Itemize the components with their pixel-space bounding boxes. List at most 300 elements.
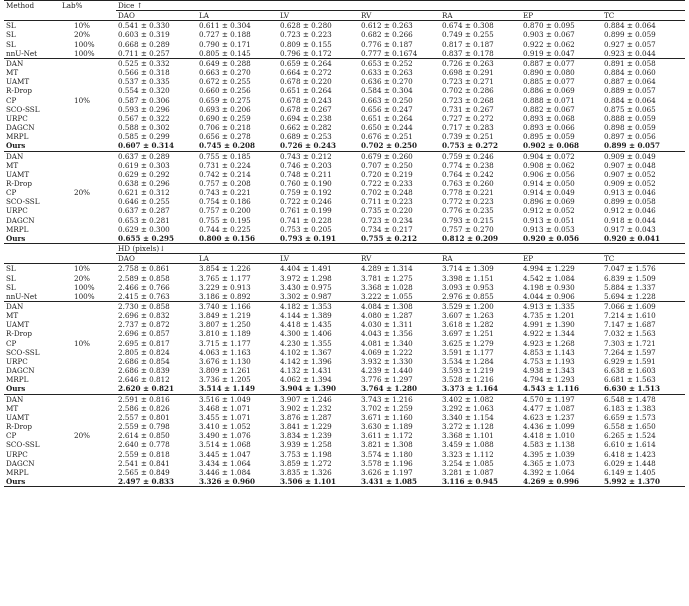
method-cell: URPC bbox=[6, 113, 28, 123]
value-cell: 3.932 ± 1.330 bbox=[361, 356, 413, 366]
value-cell: 0.636 ± 0.270 bbox=[361, 77, 413, 87]
value-cell: 3.630 ± 1.189 bbox=[361, 422, 413, 432]
table-row bbox=[4, 179, 685, 188]
value-cell: 0.893 ± 0.066 bbox=[523, 123, 575, 133]
value-cell: 3.578 ± 1.196 bbox=[361, 458, 413, 468]
table-row bbox=[4, 114, 685, 123]
value-cell: 4.030 ± 1.311 bbox=[361, 320, 413, 330]
table-row bbox=[4, 141, 685, 151]
value-cell: 2.565 ± 0.849 bbox=[118, 467, 170, 477]
value-cell: 7.264 ± 1.597 bbox=[604, 347, 656, 357]
value-cell: 3.714 ± 1.309 bbox=[442, 264, 494, 274]
value-cell: 3.671 ± 1.160 bbox=[361, 412, 413, 422]
metric-title: HD (pixels)↓ bbox=[116, 244, 685, 254]
lab-cell bbox=[60, 161, 116, 170]
column-header-ep: EP bbox=[521, 11, 602, 21]
value-cell: 3.186 ± 0.892 bbox=[199, 291, 251, 301]
value-cell: 2.559 ± 0.818 bbox=[118, 449, 170, 459]
value-cell: 0.918 ± 0.044 bbox=[604, 215, 656, 225]
lab-cell bbox=[60, 141, 116, 151]
value-cell: 0.651 ± 0.264 bbox=[280, 86, 332, 96]
value-cell: 4.102 ± 1.367 bbox=[280, 347, 332, 357]
value-cell: 3.702 ± 1.259 bbox=[361, 403, 413, 413]
value-cell: 0.891 ± 0.058 bbox=[602, 58, 685, 68]
value-cell: 0.774 ± 0.238 bbox=[442, 160, 494, 170]
value-cell: 0.629 ± 0.292 bbox=[118, 169, 170, 179]
method-cell: nnU-Net bbox=[6, 48, 38, 58]
method-cell: R-Drop bbox=[6, 178, 32, 188]
table-row bbox=[4, 216, 685, 225]
value-cell: 0.633 ± 0.263 bbox=[361, 68, 413, 78]
table-row bbox=[4, 105, 685, 114]
value-cell: 0.707 ± 0.250 bbox=[361, 160, 413, 170]
value-cell: 0.663 ± 0.270 bbox=[199, 68, 251, 78]
value-cell: 4.198 ± 0.930 bbox=[523, 282, 575, 292]
value-cell: 2.696 ± 0.857 bbox=[118, 329, 170, 339]
value-cell: 0.919 ± 0.047 bbox=[523, 48, 575, 58]
value-cell: 2.695 ± 0.817 bbox=[118, 338, 170, 348]
value-cell: 0.678 ± 0.267 bbox=[280, 104, 332, 114]
value-cell: 3.972 ± 1.298 bbox=[280, 273, 332, 283]
value-cell: 0.755 ± 0.195 bbox=[199, 215, 251, 225]
value-cell: 0.908 ± 0.062 bbox=[523, 160, 575, 170]
value-cell: 3.625 ± 1.279 bbox=[442, 338, 494, 348]
value-cell: 0.914 ± 0.050 bbox=[523, 178, 575, 188]
value-cell: 0.882 ± 0.067 bbox=[523, 104, 575, 114]
value-cell: 0.913 ± 0.053 bbox=[523, 224, 575, 234]
column-header-method bbox=[4, 244, 60, 254]
value-cell: 6.029 ± 1.448 bbox=[604, 458, 656, 468]
value-cell: 6.839 ± 1.509 bbox=[604, 273, 656, 283]
value-cell: 4.044 ± 0.906 bbox=[523, 291, 575, 301]
value-cell: 3.841 ± 1.229 bbox=[280, 422, 332, 432]
value-cell: 3.902 ± 1.232 bbox=[280, 403, 332, 413]
lab-cell bbox=[60, 151, 116, 161]
value-cell: 0.809 ± 0.155 bbox=[280, 39, 332, 49]
value-cell: 2.976 ± 0.855 bbox=[442, 291, 494, 301]
table-row bbox=[4, 320, 685, 329]
value-cell: 7.214 ± 1.610 bbox=[604, 311, 656, 321]
value-cell: 0.755 ± 0.212 bbox=[361, 233, 418, 243]
table-row bbox=[4, 384, 685, 394]
value-cell: 0.743 ± 0.221 bbox=[199, 188, 251, 198]
value-cell: 0.651 ± 0.264 bbox=[361, 113, 413, 123]
value-cell: 0.587 ± 0.306 bbox=[118, 95, 170, 105]
table-row bbox=[4, 30, 685, 39]
table-row bbox=[4, 161, 685, 170]
lab-cell bbox=[60, 459, 116, 468]
table-row bbox=[4, 348, 685, 357]
value-cell: 0.870 ± 0.095 bbox=[523, 21, 575, 31]
value-cell: 7.147 ± 1.687 bbox=[604, 320, 656, 330]
value-cell: 3.431 ± 1.085 bbox=[359, 477, 440, 487]
value-cell: 2.737 ± 0.872 bbox=[118, 320, 170, 330]
value-cell: 2.696 ± 0.832 bbox=[118, 311, 170, 321]
value-cell: 0.734 ± 0.217 bbox=[361, 224, 413, 234]
method-cell: SCO-SSL bbox=[6, 197, 40, 207]
value-cell: 3.229 ± 0.913 bbox=[199, 282, 251, 292]
lab-cell bbox=[60, 216, 116, 225]
value-cell: 0.702 ± 0.250 bbox=[361, 141, 418, 151]
table-row bbox=[4, 170, 685, 179]
value-cell: 3.574 ± 1.180 bbox=[361, 449, 413, 459]
method-cell: Ours bbox=[4, 477, 60, 487]
value-cell: 0.753 ± 0.205 bbox=[280, 224, 332, 234]
table-row bbox=[4, 292, 685, 302]
value-cell: 0.731 ± 0.224 bbox=[199, 160, 251, 170]
lab-cell: 20% bbox=[74, 273, 90, 283]
table-row bbox=[4, 225, 685, 234]
value-cell: 3.809 ± 1.261 bbox=[199, 366, 251, 376]
value-cell: 0.898 ± 0.059 bbox=[604, 123, 656, 133]
value-cell: 0.723 ± 0.234 bbox=[361, 215, 413, 225]
value-cell: 4.418 ± 1.010 bbox=[523, 431, 575, 441]
value-cell: 0.913 ± 0.051 bbox=[523, 215, 575, 225]
lab-cell bbox=[60, 366, 116, 375]
table-row bbox=[4, 366, 685, 375]
value-cell: 7.047 ± 1.576 bbox=[604, 264, 656, 274]
table-row bbox=[4, 40, 685, 49]
table-row bbox=[4, 274, 685, 283]
column-header-lab: Lab% bbox=[60, 1, 116, 11]
value-cell: 0.899 ± 0.058 bbox=[604, 197, 656, 207]
method-cell: MRPL bbox=[6, 375, 29, 385]
lab-cell: 100% bbox=[74, 39, 95, 49]
value-cell: 4.239 ± 1.440 bbox=[361, 366, 413, 376]
table-row bbox=[4, 206, 685, 215]
column-header-la: LA bbox=[197, 11, 278, 21]
value-cell: 0.760 ± 0.190 bbox=[280, 178, 332, 188]
lab-cell bbox=[60, 234, 116, 244]
table-row bbox=[4, 357, 685, 366]
value-cell: 4.289 ± 1.314 bbox=[361, 264, 413, 274]
table-row bbox=[4, 311, 685, 320]
value-cell: 3.410 ± 1.052 bbox=[199, 422, 251, 432]
value-cell: 4.081 ± 1.340 bbox=[361, 338, 413, 348]
method-cell: DAN bbox=[4, 394, 60, 404]
column-header-ra: RA bbox=[440, 254, 521, 264]
value-cell: 0.759 ± 0.192 bbox=[280, 188, 332, 198]
method-cell: Ours bbox=[6, 233, 26, 243]
lab-cell bbox=[60, 477, 116, 487]
value-cell: 0.731 ± 0.267 bbox=[442, 104, 494, 114]
lab-cell bbox=[60, 170, 116, 179]
value-cell: 0.525 ± 0.332 bbox=[116, 58, 197, 68]
value-cell: 0.885 ± 0.077 bbox=[523, 77, 575, 87]
method-cell: nnU-Net bbox=[6, 291, 38, 301]
value-cell: 3.368 ± 1.028 bbox=[361, 282, 413, 292]
value-cell: 0.566 ± 0.318 bbox=[118, 68, 170, 78]
value-cell: 3.821 ± 1.308 bbox=[361, 440, 413, 450]
value-cell: 0.722 ± 0.246 bbox=[280, 197, 332, 207]
value-cell: 0.584 ± 0.304 bbox=[361, 86, 413, 96]
method-cell: CP bbox=[6, 95, 17, 105]
value-cell: 0.637 ± 0.289 bbox=[116, 151, 197, 161]
value-cell: 6.630 ± 1.513 bbox=[604, 384, 661, 394]
value-cell: 0.884 ± 0.064 bbox=[604, 21, 656, 31]
lab-cell: 100% bbox=[74, 282, 95, 292]
value-cell: 0.653 ± 0.252 bbox=[359, 58, 440, 68]
lab-cell bbox=[60, 404, 116, 413]
value-cell: 2.589 ± 0.858 bbox=[118, 273, 170, 283]
value-cell: 0.621 ± 0.312 bbox=[118, 188, 170, 198]
value-cell: 3.591 ± 1.177 bbox=[442, 347, 494, 357]
value-cell: 3.506 ± 1.101 bbox=[278, 477, 359, 487]
value-cell: 3.697 ± 1.251 bbox=[442, 329, 494, 339]
value-cell: 0.895 ± 0.059 bbox=[523, 132, 575, 142]
column-header-ra: RA bbox=[440, 11, 521, 21]
method-cell: SL bbox=[6, 30, 16, 40]
value-cell: 0.887 ± 0.064 bbox=[604, 77, 656, 87]
value-cell: 2.614 ± 0.850 bbox=[118, 431, 170, 441]
method-cell: MRPL bbox=[6, 132, 29, 142]
method-cell: MRPL bbox=[6, 467, 29, 477]
table-row bbox=[4, 339, 685, 348]
value-cell: 6.149 ± 1.405 bbox=[604, 467, 656, 477]
value-cell: 0.567 ± 0.322 bbox=[118, 113, 170, 123]
table-row bbox=[4, 302, 685, 312]
value-cell: 0.585 ± 0.299 bbox=[118, 132, 170, 142]
value-cell: 4.570 ± 1.197 bbox=[521, 394, 602, 404]
value-cell: 3.272 ± 1.128 bbox=[442, 422, 494, 432]
value-cell: 0.628 ± 0.280 bbox=[280, 21, 332, 31]
method-cell: URPC bbox=[6, 449, 28, 459]
value-cell: 3.765 ± 1.177 bbox=[199, 273, 251, 283]
lab-cell bbox=[60, 348, 116, 357]
value-cell: 0.655 ± 0.295 bbox=[118, 233, 175, 243]
value-cell: 3.323 ± 1.112 bbox=[442, 449, 494, 459]
value-cell: 3.810 ± 1.189 bbox=[199, 329, 251, 339]
lab-cell bbox=[60, 206, 116, 215]
table-row bbox=[4, 197, 685, 206]
value-cell: 3.676 ± 1.130 bbox=[199, 356, 251, 366]
value-cell: 2.541 ± 0.841 bbox=[118, 458, 170, 468]
value-cell: 0.763 ± 0.260 bbox=[442, 178, 494, 188]
lab-cell: 20% bbox=[74, 188, 90, 198]
value-cell: 0.886 ± 0.069 bbox=[523, 86, 575, 96]
lab-cell bbox=[60, 413, 116, 422]
value-cell: 4.132 ± 1.431 bbox=[280, 366, 332, 376]
method-cell: DAGCN bbox=[6, 123, 35, 133]
value-cell: 3.430 ± 0.975 bbox=[280, 282, 332, 292]
value-cell: 7.066 ± 1.609 bbox=[602, 302, 685, 312]
table-row bbox=[4, 477, 685, 487]
value-cell: 4.853 ± 1.143 bbox=[523, 347, 575, 357]
value-cell: 3.455 ± 1.071 bbox=[199, 412, 251, 422]
lab-cell: 10% bbox=[74, 95, 90, 105]
value-cell: 0.796 ± 0.172 bbox=[280, 48, 332, 58]
column-header-la: LA bbox=[197, 254, 278, 264]
value-cell: 0.897 ± 0.056 bbox=[604, 132, 656, 142]
value-cell: 0.899 ± 0.057 bbox=[604, 141, 661, 151]
column-header-method: Method bbox=[4, 1, 60, 11]
table-row bbox=[4, 123, 685, 132]
lab-cell bbox=[60, 179, 116, 188]
value-cell: 0.672 ± 0.255 bbox=[199, 77, 251, 87]
lab-cell bbox=[60, 105, 116, 114]
value-cell: 3.368 ± 1.101 bbox=[442, 431, 494, 441]
value-cell: 0.656 ± 0.278 bbox=[199, 132, 251, 142]
table-row bbox=[4, 394, 685, 404]
value-cell: 4.753 ± 1.193 bbox=[523, 356, 575, 366]
value-cell: 0.907 ± 0.048 bbox=[604, 160, 656, 170]
table-row bbox=[4, 151, 685, 161]
value-cell: 3.326 ± 0.960 bbox=[197, 477, 278, 487]
value-cell: 0.746 ± 0.203 bbox=[280, 160, 332, 170]
value-cell: 0.678 ± 0.243 bbox=[280, 95, 332, 105]
method-cell: UAMT bbox=[6, 77, 30, 87]
value-cell: 0.646 ± 0.255 bbox=[118, 197, 170, 207]
value-cell: 0.778 ± 0.221 bbox=[442, 188, 494, 198]
lab-cell bbox=[60, 86, 116, 95]
value-cell: 0.777 ± 0.1674 bbox=[361, 48, 418, 58]
method-cell: DAGCN bbox=[6, 366, 35, 376]
value-cell: 3.736 ± 1.205 bbox=[199, 375, 251, 385]
lab-cell bbox=[60, 440, 116, 449]
value-cell: 0.711 ± 0.257 bbox=[118, 48, 170, 58]
value-cell: 0.904 ± 0.072 bbox=[521, 151, 602, 161]
table-row bbox=[4, 375, 685, 384]
lab-cell bbox=[60, 77, 116, 86]
value-cell: 0.723 ± 0.223 bbox=[280, 30, 332, 40]
column-header-tc: TC bbox=[602, 254, 685, 264]
method-cell: DAN bbox=[4, 151, 60, 161]
method-cell: MT bbox=[6, 68, 19, 78]
lab-cell bbox=[60, 329, 116, 338]
method-cell: MT bbox=[6, 160, 19, 170]
value-cell: 0.909 ± 0.052 bbox=[604, 178, 656, 188]
value-cell: 6.558 ± 1.650 bbox=[604, 422, 656, 432]
value-cell: 3.093 ± 0.953 bbox=[442, 282, 494, 292]
value-cell: 0.619 ± 0.303 bbox=[118, 160, 170, 170]
value-cell: 0.917 ± 0.043 bbox=[604, 224, 656, 234]
value-cell: 4.583 ± 1.138 bbox=[523, 440, 575, 450]
value-cell: 3.611 ± 1.172 bbox=[361, 431, 413, 441]
value-cell: 4.542 ± 1.084 bbox=[523, 273, 575, 283]
method-cell: R-Drop bbox=[6, 422, 32, 432]
value-cell: 3.302 ± 0.987 bbox=[280, 291, 332, 301]
table-row bbox=[4, 234, 685, 244]
value-cell: 3.490 ± 1.076 bbox=[199, 431, 251, 441]
value-cell: 0.653 ± 0.281 bbox=[118, 215, 170, 225]
value-cell: 3.446 ± 1.084 bbox=[199, 467, 251, 477]
lab-cell: 20% bbox=[74, 30, 90, 40]
value-cell: 0.776 ± 0.187 bbox=[361, 39, 413, 49]
value-cell: 3.776 ± 1.297 bbox=[361, 375, 413, 385]
value-cell: 0.693 ± 0.206 bbox=[199, 104, 251, 114]
column-header-lv: LV bbox=[278, 11, 359, 21]
value-cell: 0.637 ± 0.287 bbox=[118, 206, 170, 216]
value-cell: 0.723 ± 0.268 bbox=[442, 95, 494, 105]
value-cell: 0.888 ± 0.071 bbox=[523, 95, 575, 105]
value-cell: 0.914 ± 0.049 bbox=[523, 188, 575, 198]
value-cell: 3.753 ± 1.198 bbox=[280, 449, 332, 459]
value-cell: 2.646 ± 0.812 bbox=[118, 375, 170, 385]
value-cell: 3.468 ± 1.071 bbox=[199, 403, 251, 413]
value-cell: 0.537 ± 0.335 bbox=[118, 77, 170, 87]
metric-header-row bbox=[4, 254, 685, 264]
value-cell: 0.896 ± 0.069 bbox=[523, 197, 575, 207]
value-cell: 2.805 ± 0.824 bbox=[118, 347, 170, 357]
method-cell: SL bbox=[6, 264, 16, 274]
value-cell: 0.906 ± 0.056 bbox=[523, 169, 575, 179]
value-cell: 0.690 ± 0.259 bbox=[199, 113, 251, 123]
value-cell: 0.629 ± 0.300 bbox=[118, 224, 170, 234]
lab-cell bbox=[60, 132, 116, 141]
value-cell: 2.557 ± 0.801 bbox=[118, 412, 170, 422]
method-cell: SCO-SSL bbox=[6, 347, 40, 357]
value-cell: 0.790 ± 0.171 bbox=[199, 39, 251, 49]
value-cell: 6.418 ± 1.423 bbox=[604, 449, 656, 459]
value-cell: 4.991 ± 1.390 bbox=[523, 320, 575, 330]
value-cell: 4.080 ± 1.287 bbox=[361, 311, 413, 321]
value-cell: 0.893 ± 0.068 bbox=[523, 113, 575, 123]
value-cell: 0.920 ± 0.041 bbox=[604, 233, 661, 243]
value-cell: 0.698 ± 0.291 bbox=[442, 68, 494, 78]
value-cell: 0.800 ± 0.156 bbox=[199, 233, 256, 243]
value-cell: 0.662 ± 0.282 bbox=[280, 123, 332, 133]
lab-cell bbox=[60, 375, 116, 384]
value-cell: 3.373 ± 1.164 bbox=[442, 384, 499, 394]
value-cell: 0.735 ± 0.220 bbox=[361, 206, 413, 216]
value-cell: 3.834 ± 1.239 bbox=[280, 431, 332, 441]
value-cell: 0.727 ± 0.272 bbox=[442, 113, 494, 123]
value-cell: 0.744 ± 0.225 bbox=[199, 224, 251, 234]
method-cell: Ours bbox=[6, 384, 26, 394]
value-cell: 2.640 ± 0.778 bbox=[118, 440, 170, 450]
column-header-rv: RV bbox=[359, 11, 440, 21]
method-cell: UAMT bbox=[6, 320, 30, 330]
value-cell: 4.477 ± 1.087 bbox=[523, 403, 575, 413]
value-cell: 0.541 ± 0.330 bbox=[118, 21, 170, 31]
value-cell: 3.292 ± 1.063 bbox=[442, 403, 494, 413]
value-cell: 5.884 ± 1.337 bbox=[604, 282, 656, 292]
value-cell: 0.745 ± 0.208 bbox=[199, 141, 256, 151]
value-cell: 0.702 ± 0.248 bbox=[361, 188, 413, 198]
blank-cell bbox=[60, 254, 116, 264]
value-cell: 0.682 ± 0.266 bbox=[361, 30, 413, 40]
value-cell: 0.912 ± 0.046 bbox=[604, 206, 656, 216]
table-row bbox=[4, 68, 685, 77]
method-cell: URPC bbox=[6, 206, 28, 216]
section-title-row bbox=[4, 1, 685, 11]
value-cell: 4.084 ± 1.308 bbox=[359, 302, 440, 312]
column-header-dao: DAO bbox=[116, 254, 197, 264]
lab-cell: 10% bbox=[74, 338, 90, 348]
table-row bbox=[4, 96, 685, 105]
value-cell: 0.689 ± 0.253 bbox=[280, 132, 332, 142]
value-cell: 0.927 ± 0.057 bbox=[604, 39, 656, 49]
method-cell: R-Drop bbox=[6, 86, 32, 96]
value-cell: 3.876 ± 1.287 bbox=[280, 412, 332, 422]
lab-cell: 100% bbox=[74, 48, 95, 58]
method-cell: MT bbox=[6, 403, 19, 413]
value-cell: 3.445 ± 1.047 bbox=[199, 449, 251, 459]
value-cell: 0.726 ± 0.243 bbox=[280, 141, 337, 151]
lab-cell bbox=[60, 468, 116, 477]
lab-cell: 10% bbox=[74, 21, 90, 31]
value-cell: 0.890 ± 0.080 bbox=[523, 68, 575, 78]
metric-header-row bbox=[4, 11, 685, 21]
method-cell: CP bbox=[6, 431, 17, 441]
method-cell: MRPL bbox=[6, 224, 29, 234]
table-row bbox=[4, 413, 685, 422]
lab-cell bbox=[60, 68, 116, 77]
value-cell: 7.032 ± 1.563 bbox=[604, 329, 656, 339]
value-cell: 0.660 ± 0.256 bbox=[199, 86, 251, 96]
value-cell: 2.758 ± 0.861 bbox=[118, 264, 170, 274]
method-cell: SL bbox=[6, 21, 16, 31]
